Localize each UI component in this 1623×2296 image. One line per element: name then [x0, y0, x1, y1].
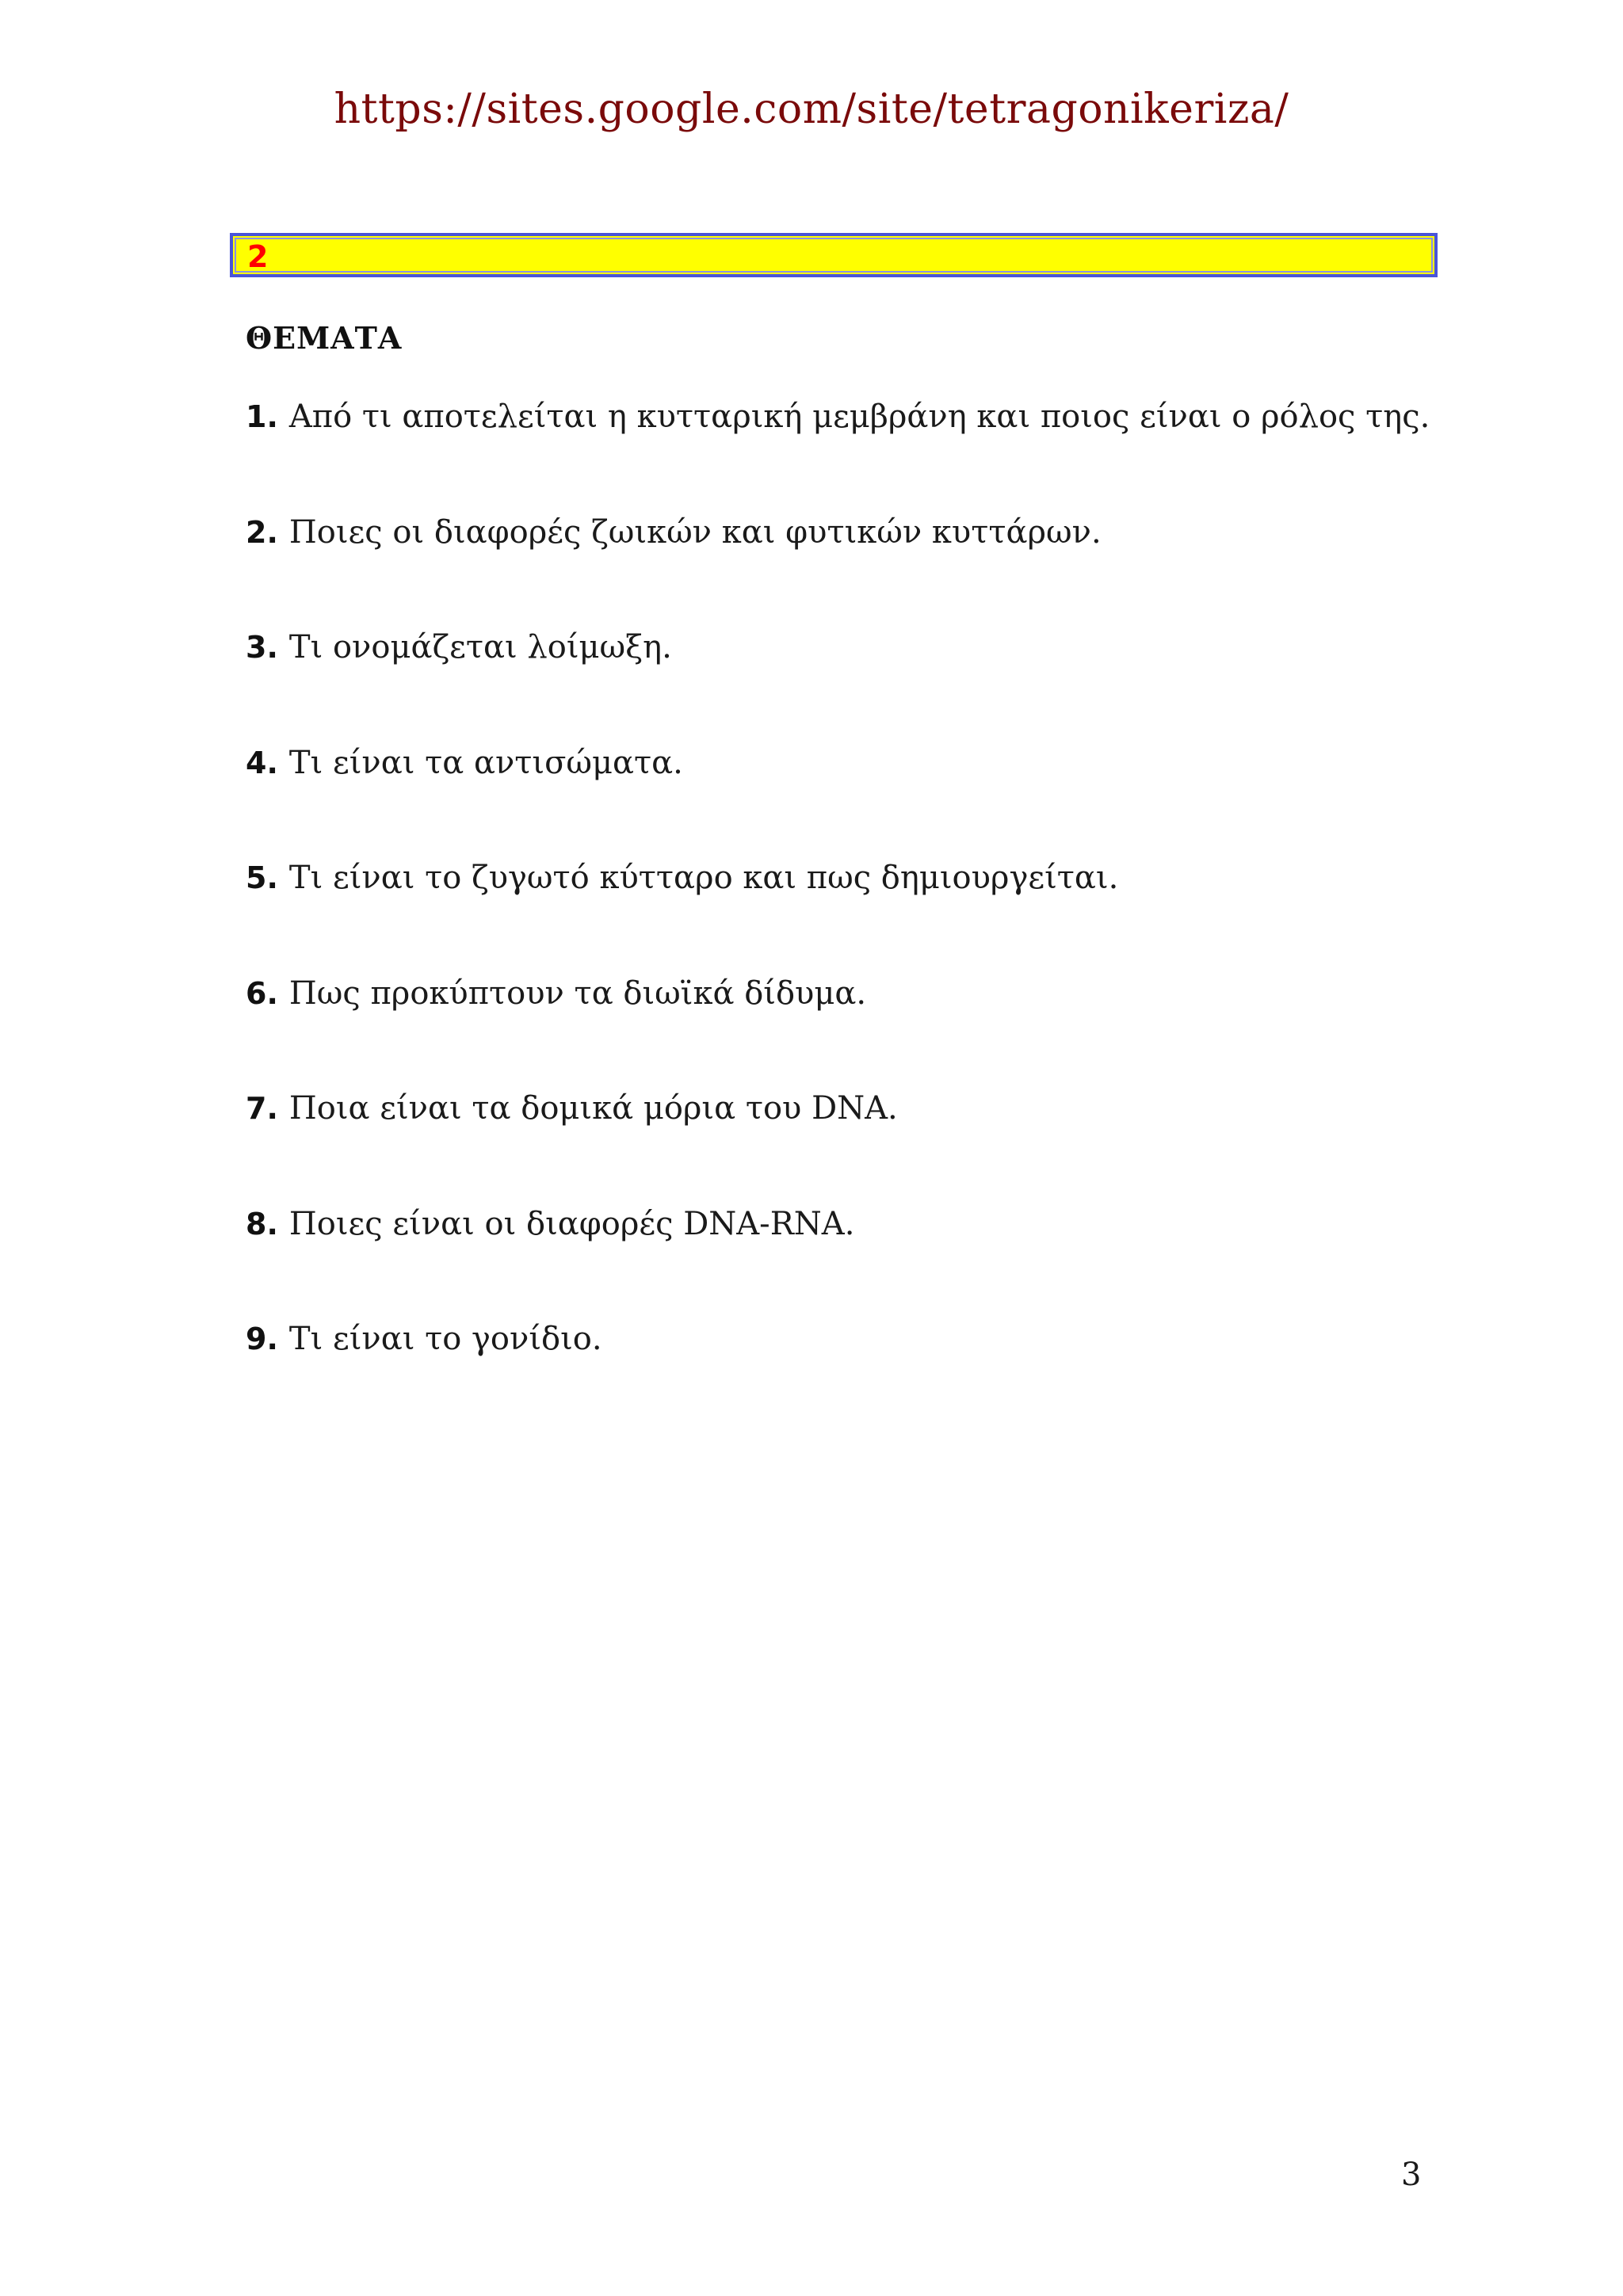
section-number-banner: [230, 233, 1438, 277]
questions-heading: ΘΕΜΑΤΑ: [246, 320, 403, 356]
question-text: Ποια είναι τα δομικά μόρια του DNA.: [288, 1090, 898, 1127]
question-item: [246, 1318, 1450, 1434]
question-text: Ποιες είναι οι διαφορές DNA-RNA.: [288, 1205, 855, 1242]
question-text: Τι είναι το γονίδιο.: [288, 1321, 602, 1357]
page-number: 3: [1401, 2157, 1422, 2193]
section-number: 2: [247, 239, 269, 274]
question-number: 7.: [246, 1091, 278, 1126]
questions-list: [246, 396, 1450, 1434]
question-number: 6.: [246, 975, 278, 1011]
question-item: [246, 857, 1450, 973]
question-text: Πως προκύπτουν τα διωϊκά δίδυμα.: [288, 974, 867, 1012]
question-number: 8.: [246, 1206, 278, 1241]
question-number: 1.: [246, 399, 278, 434]
question-item: [246, 742, 1450, 858]
question-item: [246, 973, 1450, 1089]
question-number: 9.: [246, 1322, 278, 1356]
question-number: 4.: [246, 745, 278, 780]
question-item: [246, 1203, 1450, 1319]
question-item: [246, 1088, 1450, 1203]
question-item: [246, 512, 1450, 627]
question-text: Τι είναι τα αντισώματα.: [288, 744, 683, 781]
question-text: Τι ονομάζεται λοίμωξη.: [288, 629, 672, 666]
question-number: 5.: [246, 860, 278, 895]
question-item: [246, 627, 1450, 742]
question-item: [246, 396, 1450, 512]
question-text: Τι είναι το ζυγωτό κύτταρο και πως δημιουργείται.: [288, 860, 1119, 896]
question-number: 3.: [246, 630, 278, 665]
question-text: Από τι αποτελείται η κυτταρική μεμβράνη και ποιος είναι ο ρόλος της.: [288, 399, 1430, 435]
question-text: Ποιες οι διαφορές ζωικών και φυτικών κυττάρων.: [288, 513, 1102, 551]
question-number: 2.: [246, 514, 278, 550]
header-url-link[interactable]: https://sites.google.com/site/tetragonikeriza/: [334, 86, 1289, 133]
